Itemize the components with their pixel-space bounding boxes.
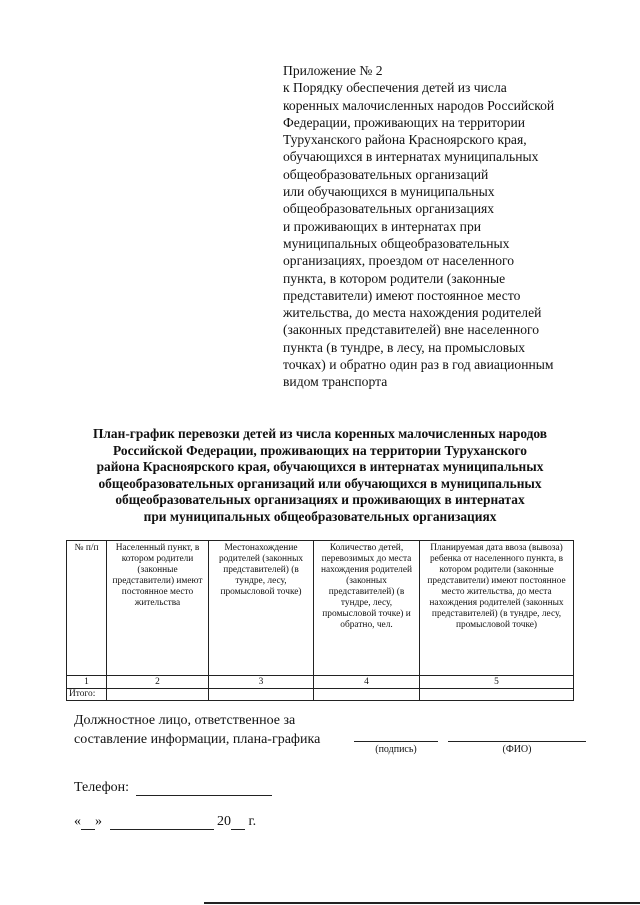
appendix-line: обучающихся в интернатах муниципальных xyxy=(283,149,539,165)
column-number: 5 xyxy=(420,676,574,689)
header-cell-children-count: Количество детей, перевозимых до места нахождения родителей (законных представителей) (в тундре, лесу, промысловой точке) и обратно, чел. xyxy=(314,541,420,676)
appendix-line: Приложение № 2 xyxy=(283,63,383,78)
appendix-line: к Порядку обеспечения детей из числа xyxy=(283,80,507,96)
phone-label: Телефон: xyxy=(74,780,130,795)
appendix-line: и проживающих в интернатах при xyxy=(283,218,482,234)
phone-field[interactable] xyxy=(136,795,272,796)
appendix-line: пункта (в тундре, в лесу, на промысловых xyxy=(283,339,526,355)
header-cell-settlement: Населенный пункт, в котором родители (законные представители) имеют постоянное место жительства xyxy=(107,541,209,676)
column-number: 3 xyxy=(209,676,314,689)
total-cell xyxy=(107,689,209,701)
appendix-line: коренных малочисленных народов Российской xyxy=(283,97,555,113)
official-line: Должностное лицо, ответственное за xyxy=(74,713,296,728)
header-cell-location: Местонахождение родителей (законных представителей) (в тундре, лесу, промысловой точке) xyxy=(209,541,314,676)
title-line: района Красноярского края, обучающихся в интернатах муниципальных xyxy=(96,459,544,475)
title-line: при муниципальных общеобразовательных организациях xyxy=(143,508,497,524)
bottom-divider xyxy=(204,902,640,904)
appendix-line: видом транспорта xyxy=(283,374,388,390)
month-field[interactable] xyxy=(110,815,214,830)
name-label: (ФИО) xyxy=(502,744,532,755)
title-line: общеобразовательных организациях и проживающих в интернатах xyxy=(115,492,525,508)
title-line: Российской Федерации, проживающих на территории Туруханского xyxy=(113,442,527,458)
year-suffix: г. xyxy=(248,814,257,829)
appendix-line: точках) и обратно один раз в год авиационным xyxy=(283,357,554,373)
title-line: План-график перевозки детей из числа коренных малочисленных народов xyxy=(92,426,547,441)
date-quote-open: « xyxy=(74,814,81,829)
appendix-line: общеобразовательных организаций xyxy=(283,166,489,182)
appendix-line: организациях, проездом от населенного xyxy=(283,253,515,269)
signature-label: (подпись) xyxy=(375,744,417,755)
appendix-line: пункта, в котором родители (законные xyxy=(283,270,506,286)
appendix-line: представители) имеют постоянное место xyxy=(283,287,521,303)
header-cell-planned-date: Планируемая дата ввоза (вывоза) ребенка от населенного пункта, в котором родители (законные представители) имеют постоянное место жительства, до места нахождения родителей (законных представителей) (в тундре, лесу, промысловой точке) xyxy=(420,541,574,676)
appendix-line: Туруханского района Красноярского края, xyxy=(283,132,527,148)
appendix-line: Федерации, проживающих на территории xyxy=(283,114,526,130)
column-number: 4 xyxy=(314,676,420,689)
official-line: составление информации, плана-графика xyxy=(74,731,321,747)
total-cell xyxy=(209,689,314,701)
appendix-line: или обучающихся в муниципальных xyxy=(283,184,495,200)
date-line xyxy=(74,814,256,830)
appendix-line: (законных представителей) вне населенного xyxy=(283,322,540,338)
appendix-line: общеобразовательных организациях xyxy=(283,201,495,217)
table-header-row xyxy=(67,541,574,676)
year-field[interactable] xyxy=(231,815,245,830)
title-line: общеобразовательных организаций или обучающихся в муниципальных xyxy=(98,475,542,491)
header-cell-number: № п/п xyxy=(67,541,107,676)
schedule-table xyxy=(66,540,574,701)
official-label xyxy=(74,712,320,749)
document-title xyxy=(40,426,600,526)
table-row xyxy=(67,676,574,689)
signature-field[interactable] xyxy=(354,741,438,742)
column-number: 1 xyxy=(67,676,107,689)
date-quote-close: » xyxy=(95,814,102,829)
year-prefix: 20 xyxy=(217,814,231,829)
column-number: 2 xyxy=(107,676,209,689)
appendix-line: муниципальных общеобразовательных xyxy=(283,235,510,251)
name-field[interactable] xyxy=(448,741,586,742)
total-cell xyxy=(420,689,574,701)
appendix-line: жительства, до места нахождения родителей xyxy=(283,305,542,321)
total-cell xyxy=(314,689,420,701)
day-field[interactable] xyxy=(81,815,95,830)
appendix-note xyxy=(283,62,603,391)
table-row xyxy=(67,689,574,701)
total-label: Итого: xyxy=(67,689,107,701)
